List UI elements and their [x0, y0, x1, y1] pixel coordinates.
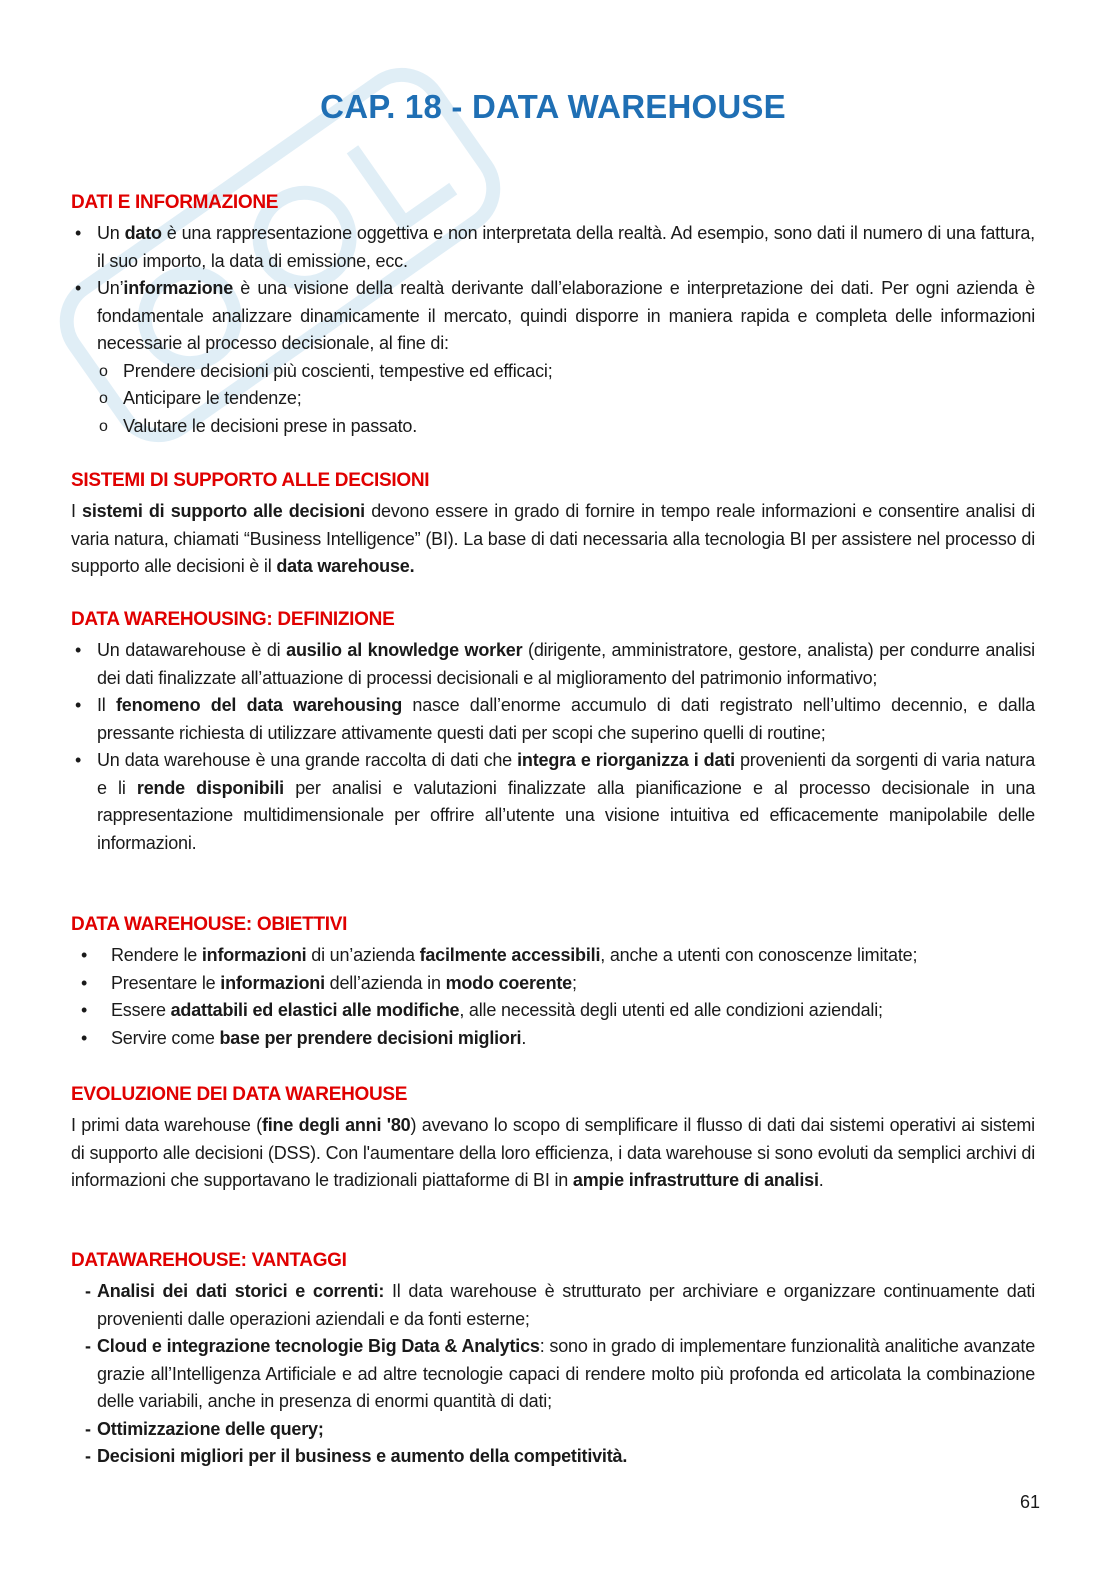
section-heading: EVOLUZIONE DEI DATA WAREHOUSE — [71, 1084, 408, 1105]
list-item: • Essere adattabili ed elastici alle modifiche, alle necessità degli utenti ed alle condizioni aziendali; — [71, 997, 1035, 1025]
list-item: - Cloud e integrazione tecnologie Big Data & Analytics: sono in grado di implementare funzionalità analitiche avanzate grazie all’Intelligenza Artificiale e ad altre tecnologie capaci di rendere molto più profonda ed articolata la combinazione delle variabili, anche in presenza di enormi quantità di dati; — [71, 1333, 1035, 1416]
list-item: • Un data warehouse è una grande raccolta di dati che integra e riorganizza i dati provenienti da sorgenti di varia natura e li rende disponibili per analisi e valutazioni finalizzate alla pianificazione e al processo decisionale in una rappresentazione multidimensionale per offrire all’utente una visione intuitiva ed efficacemente manipolabile delle informazioni. — [71, 747, 1035, 857]
list-item: - Decisioni migliori per il business e aumento della competitività. — [71, 1443, 1035, 1471]
section-sistemi-supporto — [71, 470, 1035, 581]
sub-list-item: o Prendere decisioni più coscienti, tempestive ed efficaci; — [71, 358, 1035, 386]
page-number: 61 — [1020, 1492, 1041, 1512]
list-item: • Presentare le informazioni dell’azienda in modo coerente; — [71, 970, 1035, 998]
section-obiettivi — [71, 914, 1035, 1052]
section-heading: DATA WAREHOUSE: OBIETTIVI — [71, 914, 348, 935]
list-item: • Il fenomeno del data warehousing nasce dall’enorme accumulo di dati registrato nell’ultimo decennio, e dalla pressante richiesta di utilizzare attivamente questi dati per scopi che superino quelli di routine; — [71, 692, 1035, 747]
paragraph: I sistemi di supporto alle decisioni devono essere in grado di fornire in tempo reale informazioni e consentire analisi di varia natura, chiamati “Business Intelligence” (BI). La base di dati necessaria alla tecnologia BI per assistere nel processo di supporto alle decisioni è il data warehouse. — [71, 501, 1036, 576]
sub-list-item: o Anticipare le tendenze; — [71, 385, 1035, 413]
list-item: • Un datawarehouse è di ausilio al knowledge worker (dirigente, amministratore, gestore, analista) per condurre analisi dei dati finalizzate all’attuazione di processi decisionali e al miglioramento del patrimonio informativo; — [71, 637, 1035, 692]
section-heading: DATAWAREHOUSE: VANTAGGI — [71, 1250, 347, 1271]
sub-list-item: o Valutare le decisioni prese in passato. — [71, 413, 1035, 441]
list-item: - Analisi dei dati storici e correnti: Il data warehouse è strutturato per archiviare e organizzare continuamente dati provenienti dalle operazioni aziendali e da fonti esterne; — [71, 1278, 1035, 1333]
section-evoluzione — [71, 1084, 1035, 1195]
list-item: • Un dato è una rappresentazione oggettiva e non interpretata della realtà. Ad esempio, sono dati il numero di una fattura, il suo importo, la data di emissione, ecc. — [71, 220, 1035, 275]
list-item: - Ottimizzazione delle query; — [71, 1416, 1035, 1444]
list-item: • Servire come base per prendere decisioni migliori. — [71, 1025, 1035, 1053]
paragraph: I primi data warehouse (fine degli anni '80) avevano lo scopo di semplificare il flusso di dati dai sistemi operativi ai sistemi di supporto alle decisioni (DSS). Con l'aumentare della loro efficienza, i data warehouse si sono evoluti da semplici archivi di informazioni che supportavano le tradizionali piattaforme di BI in ampie infrastrutture di analisi. — [71, 1115, 1035, 1190]
section-data-warehousing-definizione — [71, 609, 1035, 857]
section-dati-informazione — [71, 192, 1035, 440]
list-item: • Un’informazione è una visione della realtà derivante dall’elaborazione e interpretazione dei dati. Per ogni azienda è fondamentale analizzare dinamicamente il mercato, quindi disporre in maniera rapida e completa delle informazioni necessarie al processo decisionale, al fine di: — [71, 275, 1035, 358]
page-title: CAP. 18 - DATA WAREHOUSE — [320, 88, 786, 125]
section-vantaggi — [71, 1250, 1035, 1471]
section-heading: DATA WAREHOUSING: DEFINIZIONE — [71, 609, 395, 630]
section-heading: SISTEMI DI SUPPORTO ALLE DECISIONI — [71, 470, 430, 491]
section-heading: DATI E INFORMAZIONE — [71, 192, 279, 213]
list-item: • Rendere le informazioni di un’azienda facilmente accessibili, anche a utenti con conoscenze limitate; — [71, 942, 1035, 970]
